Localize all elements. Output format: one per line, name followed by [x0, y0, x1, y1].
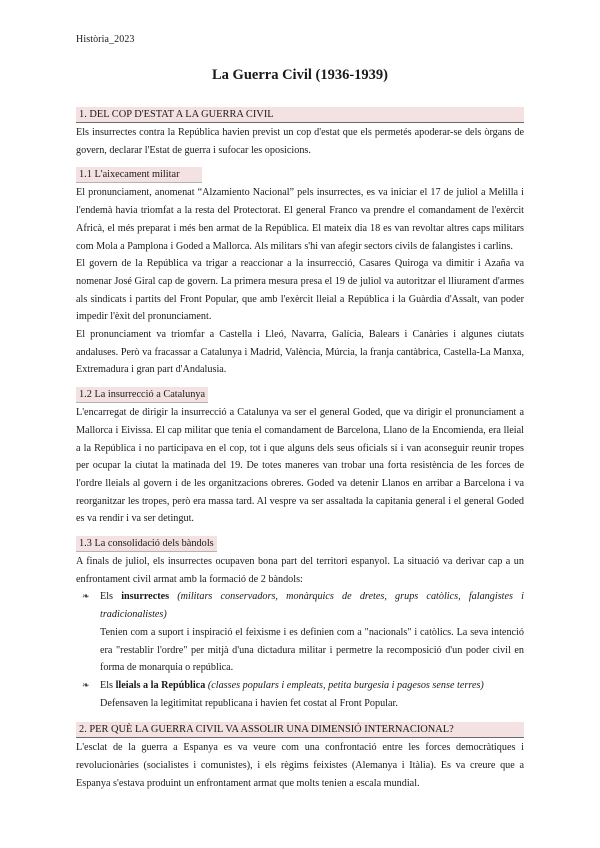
list-item-bold: insurrectes [121, 591, 170, 603]
section-1-heading: 1. DEL COP D'ESTAT A LA GUERRA CIVIL [76, 107, 524, 123]
list-item-body: Defensaven la legitimitat republicana i havien fet costat al Front Popular. [100, 697, 398, 709]
subsection-1-1-paragraph-2: El govern de la República va trigar a reaccionar a la insurrecció, Casares Quiroga va dimitir i Azaña va nomenar José Giral cap de govern. La primera mesura presa el 19 de juliol va autoritzar el lliurament d'armes als sindicats i partits del Front Popular, que amb l'exèrcit lleial a República i la Guàrdia d'Assalt, van poder impedir l'èxit del pronunciament. [76, 258, 524, 323]
list-item-lead: Els [100, 591, 122, 603]
subsection-1-1-heading: 1.1 L'aixecament militar [76, 167, 202, 183]
subsection-1-1-paragraph-1: El pronunciament, anomenat “Alzamiento Nacional” pels insurrectes, es va iniciar el 17 de juliol a Melilla i l'endemà havia triomfat a la resta del Protectorat. El general Franco va prendre el comandament de l'exèrcit Africà, el més preparat i més ben armat de la República. El mateix dia 18 es van revoltar altres caps militars com Mola a Pamplona i Goded a Mallorca. Als militars s'hi van afegir sectors civils de falangistes i carlins. [76, 187, 524, 252]
document-title: La Guerra Civil (1936-1939) [212, 67, 388, 83]
subsection-1-2-heading: 1.2 La insurrecció a Catalunya [76, 387, 208, 403]
section-1-intro: Els insurrectes contra la República havien previst un cop d'estat que els permetés apoderar-se dels òrgans de govern, declarar l'Estat de guerra i sufocar les oposicions. [76, 127, 524, 156]
subsection-1-1-paragraph-3: El pronunciament va triomfar a Castella i Lleó, Navarra, Galícia, Balears i Canàries i algunes ciutats andaluses. Però va fracassar a Catalunya i Madrid, València, Múrcia, la franja cantàbrica, Castella-La Manxa, Extremadura i gran part d'Andalusia. [76, 329, 524, 376]
subsection-1-2-paragraph-1: L'encarregat de dirigir la insurrecció a Catalunya va ser el general Goded, que va dirigir el pronunciament a Mallorca i Eivissa. El cap militar que tenia el comandament de Barcelona, Llano de la Encomienda, era lleial a la República i no participava en el cop, tot i que alguns dels seus oficials sí i van aconseguir reunir tropes per ocupar la ciutat la matinada del 19. De totes maneres van trobar una forta resistència de les forces de l'ordre lleials al govern i de les organitzacions obreres. Goded va detenir Llanos en arribar a Barcelona i va reorganitzar les tropes, però era massa tard. Al vespre va ser assaltada la capitania general i el general Goded es va rendir i va ser detingut. [76, 407, 524, 525]
list-item [76, 588, 524, 677]
factions-list [76, 588, 524, 712]
list-item-italic: (militars conservadors, monàrquics de dretes, grups catòlics, falangistes i tradicionalistes) [100, 591, 524, 621]
list-item [76, 677, 524, 712]
subsection-1-3-heading: 1.3 La consolidació dels bàndols [76, 536, 217, 552]
list-item-body: Tenien com a suport i inspiració el feixisme i es definien com a "nacionals" i catòlics. La seva intenció era "restablir l'ordre" per mitjà d'una dictadura militar i permetre la recomposició d'un poder civil en forma de monarquia o república. [100, 626, 524, 674]
fleuron-bullet-icon: ❧ [82, 591, 90, 602]
subsection-1-3-paragraph-1: A finals de juliol, els insurrectes ocupaven bona part del territori espanyol. La situació va derivar cap a un enfrontament civil armat amb la formació de 2 bàndols: [76, 556, 524, 585]
list-item-bold: lleials a la República [115, 679, 206, 691]
fleuron-bullet-icon: ❧ [82, 679, 90, 690]
list-item-lead: Els [100, 679, 116, 691]
section-2-heading: 2. PER QUÈ LA GUERRA CIVIL VA ASSOLIR UNA DIMENSIÓ INTERNACIONAL? [76, 722, 524, 738]
list-item-italic: (classes populars i empleats, petita burgesia i pagesos sense terres) [205, 679, 484, 691]
running-header: Història_2023 [76, 34, 135, 45]
section-2-paragraph-1: L'esclat de la guerra a Espanya es va veure com una confrontació entre les forces democràtiques i revolucionàries (socialistes i comunistes), i els règims feixistes (Alemanya i Itàlia). Es va creure que a Espanya s'estava produint un enfrontament armat que molts tenien a escala mundial. [76, 742, 524, 789]
